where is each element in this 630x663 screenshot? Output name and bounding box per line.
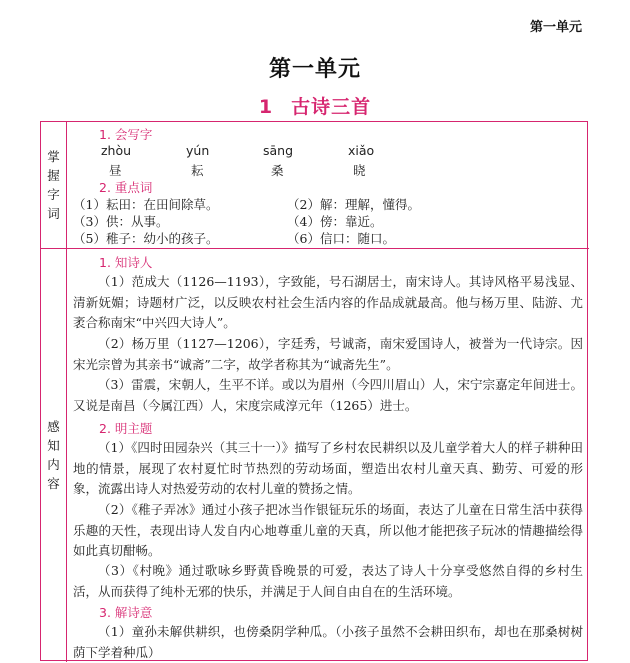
term-item: （4）傍：靠近。 [287, 214, 383, 229]
pinyin-sang: sāng [263, 143, 294, 158]
lesson-name: 古诗三首 [291, 96, 372, 118]
heading-know-poet: 1. 知诗人 [99, 255, 153, 270]
side-label-master-words: 掌 握 字 词 [41, 122, 67, 248]
pinyin-zhou: zhòu [101, 143, 132, 158]
char-sang: 桑 [271, 163, 284, 178]
section-master-words [67, 122, 587, 248]
theme-paragraph: （1）《四时田园杂兴（其三十一）》描写了乡村农民耕织以及儿童学着大人的样子耕种田地的情景，展现了农村夏忙时节热烈的劳动场面，塑造出农村儿童天真、勤劳、可爱的形象，流露出诗人对热爱劳动的农村儿童的赞扬之情。 [73, 440, 583, 496]
char-yun: 耘 [191, 163, 204, 178]
poet-paragraph: （2）杨万里（1127—1206），字廷秀，号诚斋，南宋爱国诗人，被誉为一代诗宗。因宋光宗曾为其亲书“诚斋”二字，故学者称其为“诚斋先生”。 [73, 336, 583, 372]
term-item: （1）耘田：在田间除草。 [73, 197, 219, 212]
poet-paragraph: （3）雷震，宋朝人，生平不详。或以为眉州（今四川眉山）人，宋宁宗嘉定年间进士。又说是南昌（今属江西）人，宋度宗咸淳元年（1265）进士。 [73, 377, 583, 413]
pinyin-yun: yún [186, 143, 210, 158]
content-box [40, 121, 588, 661]
running-header: 第一单元 [529, 20, 582, 35]
section-perceive-content [67, 248, 587, 662]
char-zhou: 昼 [109, 163, 122, 178]
side-label-perceive-content: 感 知 内 容 [41, 248, 67, 662]
theme-paragraph: （3）《村晚》通过歌咏乡野黄昏晚景的可爱，表达了诗人十分享受悠然自得的乡村生活，从而获得了纯朴无邪的快乐，并满足于人间自由自在的生活环境。 [73, 563, 583, 599]
term-item: （2）解：理解，懂得。 [287, 197, 420, 212]
unit-title: 第一单元 [268, 57, 361, 82]
pinyin-xiao: xiǎo [348, 143, 375, 158]
char-xiao: 晓 [353, 163, 366, 178]
explain-paragraph: （1）童孙未解供耕织，也傍桑阴学种瓜。（小孩子虽然不会耕田织布，却也在那桑树树荫下学着种瓜） [73, 624, 583, 660]
term-item: （6）信口：随口。 [287, 231, 395, 246]
term-item: （3）供：从事。 [73, 214, 169, 229]
term-item: （5）稚子：幼小的孩子。 [73, 231, 219, 246]
heading-key-words: 2. 重点词 [99, 180, 153, 195]
heading-theme: 2. 明主题 [99, 421, 153, 436]
heading-explain: 3. 解诗意 [99, 605, 153, 620]
heading-write-chars: 1. 会写字 [99, 127, 153, 142]
lesson-number: 1 [258, 96, 274, 118]
lesson-title [0, 92, 630, 119]
poet-paragraph: （1）范成大（1126—1193），字致能，号石湖居士，南宋诗人。其诗风格平易浅显、清新妩媚；诗题材广泛，以反映农村社会生活内容的作品成就最高。他与杨万里、陆游、尤袤合称南宋“中兴四大诗人”。 [73, 274, 583, 330]
theme-paragraph: （2）《稚子弄冰》通过小孩子把冰当作银钲玩乐的场面，表达了儿童在日常生活中获得乐趣的天性，表现出诗人发自内心地尊重儿童的天真，所以他才能把孩子玩冰的情趣描绘得如此真切酣畅。 [73, 502, 583, 558]
